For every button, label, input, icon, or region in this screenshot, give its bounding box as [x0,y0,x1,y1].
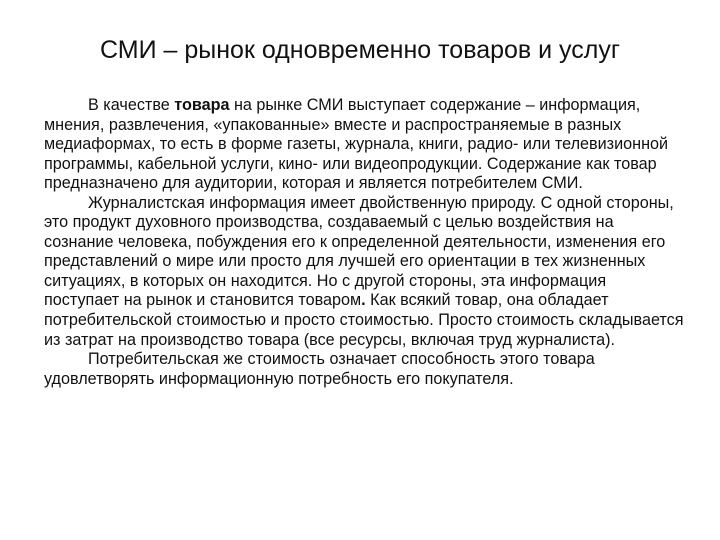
paragraph-bold-term: товара [174,96,230,114]
paragraph-text: Потребительская же стоимость означает способность этого товара удовлетворять информационную потребность его покупателя. [44,350,595,388]
slide-title: СМИ – рынок одновременно товаров и услуг [100,36,620,64]
paragraph-goods [44,96,684,194]
paragraph-bold-period: . [361,291,366,310]
paragraph-use-value [44,350,684,389]
slide-body [44,96,684,389]
paragraph-text: Как всякий товар, она обладает потребительской стоимостью и просто стоимостью. Просто стоимость складывается из затрат на производство товара (все ресурсы, включая труд журналиста). [44,291,684,349]
paragraph-dual-nature [44,194,684,350]
paragraph-text: Журналистская информация имеет двойственную природу. С одной стороны, это продукт духовного производства, создаваемый с целью воздействия на сознание человека, побуждения его к определенной деятельности, изменения его представлений о мире или просто для лучшей его ориентации в тех жизненных ситуациях, в которых он находится. Но с другой стороны, эта информация поступает на рынок и становится товаром [44,193,674,310]
paragraph-text: В качестве [88,96,175,114]
paragraph-text: на рынке СМИ выступает содержание – информация, мнения, развлечения, «упакованные» вместе и распространяемые в разных медиаформах, то есть в форме газеты, журнала, книги, радио- или телевизионной программы, кабельной услуги, кино- или видеопродукции. Содержание как товар предназначено для аудитории, которая и является потребителем СМИ. [44,96,669,193]
